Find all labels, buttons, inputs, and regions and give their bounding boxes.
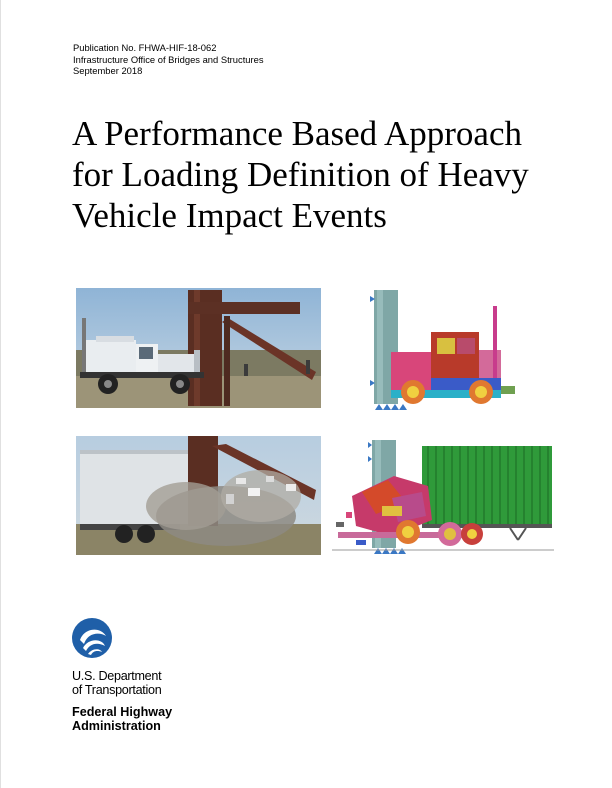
title-line-2: for Loading Definition of Heavy xyxy=(72,155,529,194)
dept-name-line-2: of Transportation xyxy=(72,683,162,697)
usdot-emblem-icon xyxy=(72,618,112,658)
publication-number: Publication No. FHWA-HIF-18-062 xyxy=(73,42,217,53)
publication-office: Infrastructure Office of Bridges and Structures xyxy=(73,53,264,65)
crash-test-photo-approach xyxy=(76,288,321,408)
fe-model-impact xyxy=(332,436,554,555)
crash-test-photo-impact xyxy=(76,436,321,555)
page-edge xyxy=(0,0,1,788)
fe-model-approach xyxy=(361,290,520,411)
usdot-fhwa-logo xyxy=(72,618,212,738)
title-line-3: Vehicle Impact Events xyxy=(72,196,387,235)
agency-name-line-1: Federal Highway xyxy=(72,705,173,719)
publication-info xyxy=(73,42,264,77)
publication-date: September 2018 xyxy=(73,65,143,77)
dept-name-line-1: U.S. Department xyxy=(72,669,162,683)
agency-name-line-2: Administration xyxy=(72,719,161,733)
report-title xyxy=(72,113,592,236)
title-line-1: A Performance Based Approach xyxy=(72,114,522,153)
